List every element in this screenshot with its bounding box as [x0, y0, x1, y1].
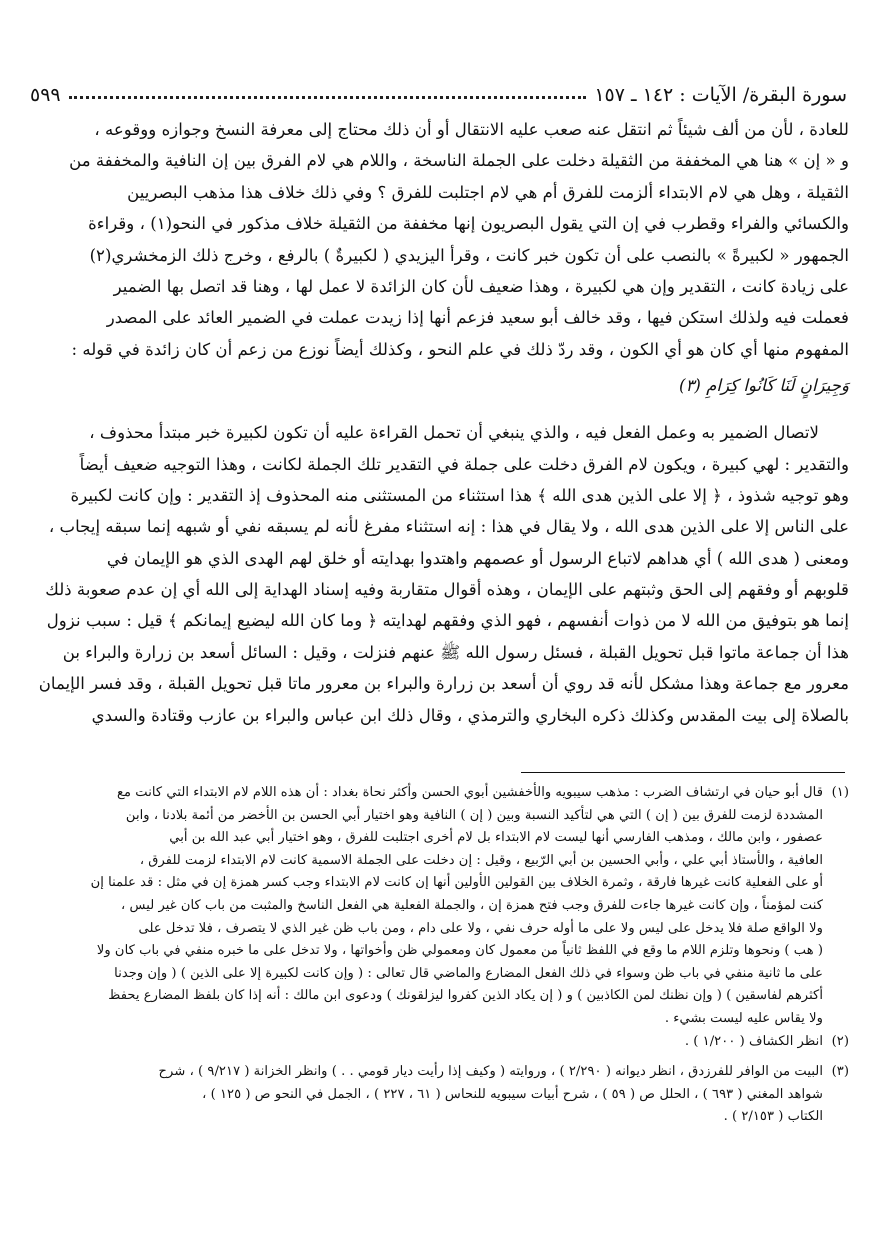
footnote-number: (٢)	[831, 1033, 849, 1049]
text-line: معرور مع جماعة وهذا مشكل لأنه قد روي أن أسعد بن زرارة والبراء بن معرور ماتا قبل تحويل القبلة ، وقد فسر الإيمان	[38, 674, 849, 694]
text-line: إنما هو بتوفيق من الله لا من ذوات أنفسهم ، فهو الذي وفقهم لهدايته ﴿ وما كان الله ليضيع إيمانكم ﴾ قيل : سبب نزول	[46, 611, 849, 631]
footnote-separator	[521, 772, 845, 773]
text-line: المفهوم منها أي كان هو أي الكون ، وقد ردّ ذلك في علم النحو ، وكذلك أيضاً نوزع من زعم أن كان زائدة في قوله :	[71, 339, 849, 359]
footnote-line: المشددة لزمت للفرق بين ( إن ) التي هي لتأكيد النسبة وبين ( إن ) النافية وهو اختيار أبي الحسن بن الأخضر من أئمة بلادنا ، وابن	[125, 807, 823, 823]
footnote-line: الكتاب ( ٢/١٥٣ ) .	[723, 1109, 823, 1125]
footnote-number: (١)	[831, 785, 849, 800]
footnote-line: ولا الواقع صلة فلا يدخل على ليس ولا على ما أوله حرف نفي ، ولا على دام ، ومن باب ظن غير الذي لا يتصرف ، فلا تدخل على	[138, 920, 823, 936]
text-line: بالصلاة إلى بيت المقدس وكذلك ذكره البخاري والترمذي ، وقال ذلك ابن عباس والبراء بن عازب وقتادة والسدي	[91, 705, 849, 725]
footnotes	[32, 782, 849, 1129]
text-line: والتقدير : لهي كبيرة ، ويكون لام الفرق دخلت على جملة في التقدير تلك الجملة لكانت ، وهذا التوجيه ضعيف أيضاً	[79, 454, 849, 474]
text-line: هذا أن جماعة ماتوا قبل تحويل القبلة ، فسئل رسول الله ﷺ عنهم فنزلت ، وقيل : السائل أسعد بن زرارة والبراء بن	[62, 642, 849, 662]
poetry-verse: وَجِيرَانٍ لَنَا كَانُوا كِرَامِ (٣)	[678, 376, 849, 396]
footnote	[32, 1061, 849, 1129]
header-title: سورة البقرة/ الآيات : ١٤٢ ـ ١٥٧	[594, 84, 847, 106]
text-line: فعملت فيه ولذلك استكن فيها ، وقد خالف أبو سعيد فزعم أنها إذا زيدت عملت في الضمير العائد على المصدر	[106, 308, 849, 328]
text-line: الثقيلة ، وهل هي لام الابتداء ألزمت للفرق أم هي لام اجتلبت للفرق ؟ وفي ذلك خلاف هذا مذهب البصريين	[127, 182, 849, 202]
text-line: ومعنى ( هدى الله ) أي هداهم لاتباع الرسول أو عصمهم واهتدوا بهدايته أو خلق لهم الهدى الذي هو الإيمان في	[106, 548, 849, 568]
footnote-line: أكثرهم لفاسقين ) ( وإن نظنك لمن الكاذبين ) و ( إن يكاد الذين كفروا ليزلقونك ) ودعوى ابن مالك : أنه إذا كان بلفظ المضارع يحفظ	[108, 988, 823, 1004]
footnote-line: شواهد المغني ( ٦٩٣ ) ، الحلل ص ( ٥٩ ) ، شرح أبيات سيبويه للنحاس ( ٦١ ، ٢٢٧ ) ، الجمل في النحو ص ( ١٢٥ ) ،	[202, 1086, 823, 1102]
text-line: للعادة ، لأن من ألف شيئاً ثم انتقل عنه صعب عليه الانتقال أو أن ذلك محتاج إلى معرفة النسخ وجوازه ووقوعه ،	[94, 120, 849, 139]
footnote-line: انظر الكشاف ( ١/٢٠٠ ) .	[684, 1033, 823, 1049]
text-line: و « إن » هنا هي المخففة من الثقيلة دخلت على الجملة الناسخة ، واللام هي لام الفرق بين إن النافية والمخففة من	[69, 151, 849, 171]
footnote-line: ولا يقاس عليه ليست بشيء .	[664, 1010, 823, 1026]
text-line: على الناس إلا على الذين هدى الله ، ولا يقال في هذا : إنه استثناء مفرغ لأنه لم يسبقه نفي أو شبهه إنما سبقه إيجاب ،	[48, 517, 849, 537]
footnote-line: أو على الفعلية كانت غيرها فارقة ، وثمرة الخلاف بين القولين الأولين أنها إن كانت لام الابتداء وجب كسر همزة إن في مثل : قد علمنا إن	[90, 875, 823, 891]
footnote-line: العافية ، والأستاذ أبي علي ، وأبي الحسين بن أبي الرّبيع ، وقيل : إن دخلت على الجملة الاسمية كانت لام الابتداء لزمت للفرق ،	[139, 852, 823, 868]
text-line: قلوبهم أو وفقهم إلى الحق وثبتهم على الإيمان ، وهذه أقوال متقاربة وفيه إسناد الهداية إلى الله أي إن عدم صعوبة ذلك	[45, 580, 849, 600]
running-header	[30, 74, 847, 106]
footnote-line: كنت لمؤمناً ، وإن كانت غيرها جاءت للفرق وجب فتح همزة إن ، والجملة الفعلية هي الفعل الناسخ والمثبت من باب كان غير ليس ،	[121, 897, 823, 913]
text-line: على زيادة كانت ، التقدير وإن هي لكبيرة ، وهذا ضعيف لأن كان الزائدة لا عمل لها ، وهنا قد اتصل بها الضمير	[113, 276, 849, 296]
text-line: لاتصال الضمير به وعمل الفعل فيه ، والذي ينبغي أن تحمل القراءة عليه أن تكون لكبيرة خبر مبتدأ محذوف ،	[89, 423, 819, 443]
footnote-line: ( هب ) ونحوها وتلزم اللام ما وقع في اللفظ ثانياً من معمول كان ومعمولي ظن وأخواتها ، ولا تدخل على ما خبره منفي في باب كان ولا	[96, 943, 823, 959]
main-text	[32, 114, 849, 731]
footnote	[32, 782, 849, 1031]
footnote-line: البيت من الوافر للفرزدق ، انظر ديوانه ( ٢/٢٩٠ ) ، وروايته ( وكيف إذا رأيت ديار قومي . . ) وانظر الخزانة ( ٩/٢١٧ ) ، شرح	[158, 1064, 823, 1080]
page-number: ٥٩٩	[30, 84, 61, 106]
footnote-number: (٣)	[831, 1064, 849, 1080]
footnote	[32, 1031, 849, 1054]
header-dot-leader	[69, 96, 587, 99]
footnote-line: على ما ثانية منفي في باب ظن وسواء في ذلك الفعل المضارع والماضي قال تعالى : ( وإن كانت لكبيرة إلا على الذين ) ( وإن وجدنا	[114, 965, 823, 981]
text-line: والكسائي والفراء وقطرب في إن التي يقول البصريون إنها مخففة من الثقيلة خلاف مذكور في النحو(١) ، وقراءة	[88, 214, 849, 234]
footnote-line: قال أبو حيان في ارتشاف الضرب : مذهب سيبويه والأخفشين أبوي الحسن وأكثر نحاة بغداد : أن هذه اللام لام الابتداء التي كانت مع	[116, 785, 823, 800]
footnote-line: عصفور ، وابن مالك ، ومذهب الفارسي أنها ليست لام الابتداء بل لام أخرى اجتلبت للفرق ، وهو اختيار أبي عبد الله بن أبي	[169, 830, 823, 846]
text-line: وهو توجيه شذوذ ، ﴿ إلا على الذين هدى الله ﴾ هذا استثناء من المستثنى منه المحذوف إذ التقدير : وإن كانت لكبيرة	[70, 485, 849, 505]
text-line: الجمهور « لكبيرةً » بالنصب على أن تكون خبر كانت ، وقرأ اليزيدي ( لكبيرةٌ ) بالرفع ، وخرج ذلك الزمخشري(٢)	[89, 245, 849, 265]
